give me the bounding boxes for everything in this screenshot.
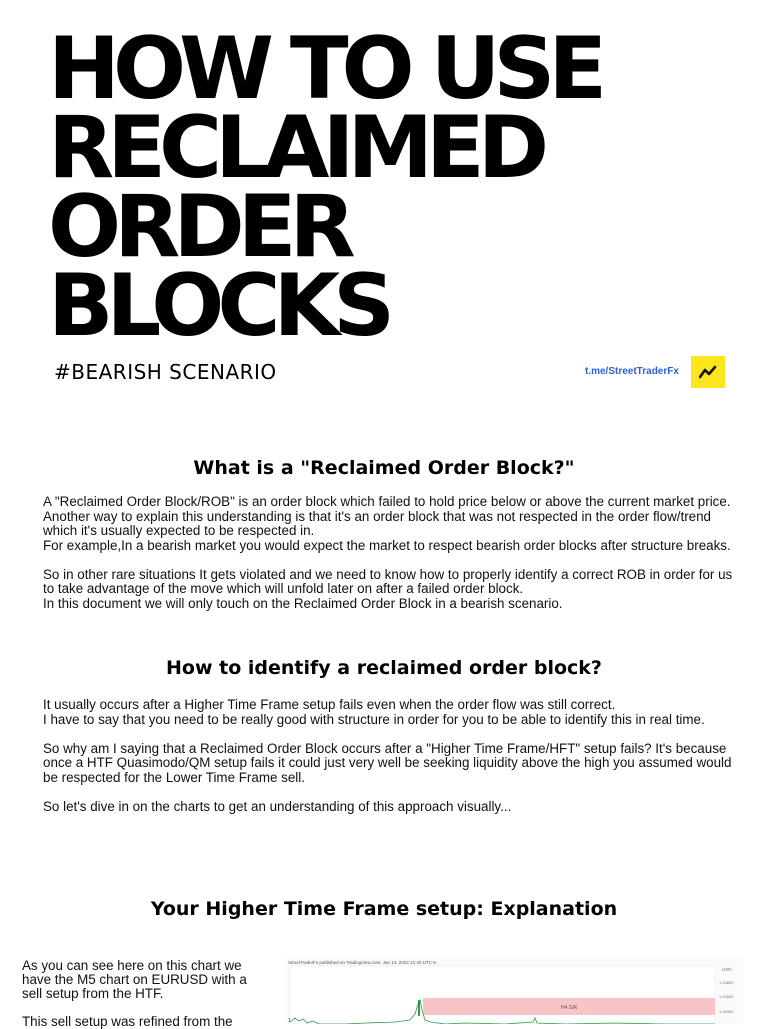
title-line: RECLAIMED: [48, 98, 543, 198]
axis-label: 1.15400: [719, 1009, 734, 1014]
left-axis-label: 1: [288, 1018, 291, 1024]
zone-label: H4 S/R: [561, 1005, 578, 1011]
axis-label: 1.15800: [719, 980, 734, 985]
paragraph: This sell setup was refined from the: [22, 1014, 233, 1029]
section-what-is-rob-body: [43, 495, 733, 611]
paragraph: So why am I saying that a Reclaimed Order Block occurs after a "Higher Time Frame/HFT" setup fails? It's because once a HTF Quasimodo/QM setup fails it could just very well be seeking liquidity above the high you assumed would be respected for the Lower Time Frame sell.: [43, 740, 732, 785]
title-line: ORDER: [48, 177, 349, 277]
section-heading-identify-rob: How to identify a reclaimed order block?: [166, 657, 602, 679]
axis-label: 1.15600: [719, 994, 734, 999]
section-heading-what-is-rob: What is a "Reclaimed Order Block?": [193, 457, 575, 479]
paragraph: Another way to explain this understanding is that it's an order block that was not respected in the order flow/trend which it's usually expected to be respected in.: [43, 508, 712, 538]
paragraph: For example,In a bearish market you would expect the market to respect bearish order blocks after structure breaks.: [43, 537, 731, 553]
subtitle: #BEARISH SCENARIO: [54, 360, 277, 384]
chart-plot-area: [290, 966, 715, 1024]
chart-thumbnail-svg: [285, 958, 743, 1024]
chart-screenshot: [285, 958, 743, 1024]
paragraph: I have to say that you need to be really good with structure in order for you to be able to identify this in real time.: [43, 711, 705, 727]
telegram-link[interactable]: t.me/StreetTraderFx: [585, 366, 679, 377]
paragraph: A "Reclaimed Order Block/ROB" is an order block which failed to hold price below or above the current market price.: [43, 494, 731, 509]
trend-line-icon: [699, 365, 717, 379]
logo-badge: [691, 356, 725, 388]
document-title: [48, 19, 601, 356]
axis-label: USD: [722, 967, 732, 972]
paragraph: So in other rare situations It gets violated and we need to know how to properly identify a correct ROB in order for us to take advantage of the move which will unfold later on after a failed order block.: [43, 566, 733, 596]
htf-explanation-text: [22, 959, 267, 1029]
section-heading-htf-setup: Your Higher Time Frame setup: Explanation: [150, 898, 618, 920]
paragraph: As you can see here on this chart we have the M5 chart on EURUSD with a sell setup from the HTF.: [22, 958, 247, 1001]
chart-header: StreetTraderFx published on TradingView.com, Jan 14, 2022 21:40 UTC-5: [288, 960, 436, 965]
title-line: BLOCKS: [48, 256, 389, 356]
paragraph: In this document we will only touch on the Reclaimed Order Block in a bearish scenario.: [43, 595, 563, 611]
candle: [418, 1000, 420, 1016]
paragraph: It usually occurs after a Higher Time Frame setup fails even when the order flow was still correct.: [43, 697, 616, 712]
title-line: HOW TO USE: [48, 19, 601, 119]
paragraph: So let's dive in on the charts to get an understanding of this approach visually...: [43, 798, 512, 814]
section-identify-rob-body: [43, 698, 733, 814]
